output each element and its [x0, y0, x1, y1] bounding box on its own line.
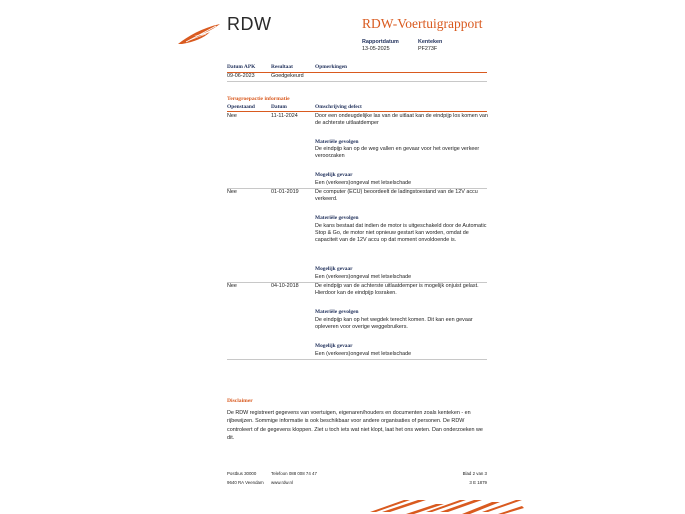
recall-1-consequences-label: Materiële gevolgen [315, 139, 359, 145]
footer-city: 9640 RA Veendam [227, 480, 264, 485]
apk-col-result: Resultaat [271, 64, 293, 70]
recall-1-danger: Een (verkeers)ongeval met letselschade [315, 180, 412, 186]
recall-2-defect: De computer (ECU) beoordeelt de ladingstoestand van de 12V accu verkeerd. [315, 189, 478, 203]
logo-text: RDW [227, 14, 272, 34]
plate-value: PF273F [418, 46, 438, 52]
recall-2-open: Nee [227, 189, 237, 195]
recall-col-open: Openstaand [227, 104, 255, 110]
recall-col-date: Datum [271, 104, 287, 110]
apk-row-rule [227, 81, 487, 82]
apk-col-remarks: Opmerkingen [315, 64, 348, 70]
apk-header-rule [227, 72, 487, 73]
apk-row-result: Goedgekeurd [271, 73, 304, 79]
recall-3-rule [227, 359, 487, 360]
footer-page: Blad 2 van 3 [462, 471, 487, 476]
footer-postbus: Postbus 30000 [227, 471, 257, 476]
recall-3-open: Nee [227, 283, 237, 289]
disclaimer-text: De RDW registreert gegevens van voertuigen, eigenaren/houders en documenten zoals kenteken - en rijbewijzen. Sommige informatie is ook beschikbaar voor andere organisaties of personen. De RDW controleert of de gegevens kloppen. Ziet u toch iets wat niet klopt, laat het ons weten. Dan onderzoeken we dit. [227, 410, 483, 442]
recall-1-date: 11-11-2024 [271, 113, 298, 119]
recall-1-danger-label: Mogelijk gevaar [315, 172, 353, 178]
recall-1-open: Nee [227, 113, 237, 119]
recall-3-consequences-label: Materiële gevolgen [315, 309, 359, 315]
apk-row-date: 09-06-2023 [227, 73, 255, 79]
report-date-value: 13-05-2025 [362, 46, 390, 52]
rdw-stripes-icon [362, 496, 524, 514]
recall-1-consequences: De eindpijp kan op de weg vallen en gevaar voor het overige verkeer veroorzaken [315, 146, 480, 160]
report-date-label: Rapportdatum [362, 39, 399, 45]
recall-3-danger: Een (verkeers)ongeval met letselschade [315, 351, 412, 357]
recall-1-defect: Door een ondeugdelijke las van de uitlaat kan de eindpijp los komen van de achterste uitlaatdemper [315, 113, 488, 127]
recall-3-consequences: De eindpijp kan op het wegdek terecht komen. Dit kan een gevaar opleveren voor overige weggebruikers. [315, 317, 473, 331]
recall-2-danger-label: Mogelijk gevaar [315, 266, 353, 272]
footer-phone: Telefoon 088 008 74 47 [271, 471, 317, 476]
footer-web: www.rdw.nl [271, 480, 293, 485]
recall-3-date: 04-10-2018 [271, 283, 299, 289]
recall-3-defect: De eindpijp van de achterste uitlaatdemper is mogelijk onjuist gelast. Hierdoor kan de eindpijp losraken. [315, 283, 479, 297]
recall-section-title: Terugroepactie informatie [227, 96, 290, 102]
recall-3-danger-label: Mogelijk gevaar [315, 343, 353, 349]
page-title: RDW-Voertuigrapport [362, 16, 483, 31]
recall-2-consequences-label: Materiële gevolgen [315, 215, 359, 221]
disclaimer-title: Disclaimer [227, 398, 253, 404]
recall-header-rule [227, 111, 487, 112]
apk-col-date: Datum APK [227, 64, 256, 70]
recall-2-consequences: De kans bestaat dat indien de motor is uitgeschakeld door de Automatic Stop & Go, de motor niet opnieuw gestart kan worden, omdat de capaciteit van de 12V accu op dat moment onvoldoende is. [315, 223, 487, 244]
recall-2-date: 01-01-2019 [271, 189, 299, 195]
rdw-feather-logo-icon [176, 22, 222, 46]
plate-label: Kenteken [418, 39, 443, 45]
recall-col-defect: Omschrijving defect [315, 104, 362, 110]
recall-2-danger: Een (verkeers)ongeval met letselschade [315, 274, 412, 280]
footer-code: 3 E 1879 [469, 480, 487, 485]
